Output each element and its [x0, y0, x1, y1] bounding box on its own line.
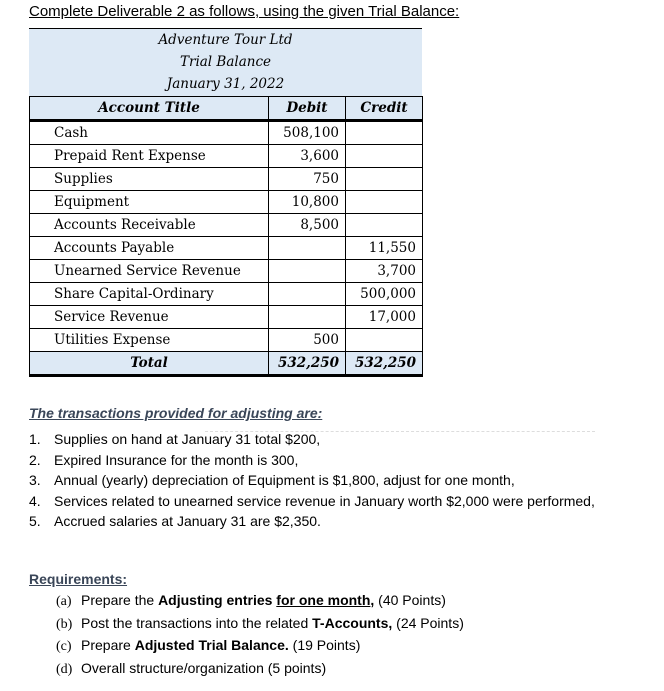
credit-cell: 500,000	[346, 283, 423, 306]
debit-cell: 3,600	[269, 145, 346, 168]
account-cell: Prepaid Rent Expense	[30, 145, 269, 168]
requirement-text: Overall structure/organization (5 points)	[81, 659, 327, 676]
requirement-text: Adjusted Trial Balance.	[134, 637, 289, 653]
debit-cell	[269, 237, 346, 260]
item-number: 4.	[29, 492, 41, 509]
item-number: 2.	[29, 451, 41, 468]
requirement-text: Adjusting entries	[158, 592, 277, 608]
table-row	[30, 260, 423, 283]
instruction-heading: Complete Deliverable 2 as follows, using the given Trial Balance:	[29, 3, 460, 20]
report-date: January 31, 2022	[166, 76, 285, 92]
requirement-item	[56, 658, 464, 681]
requirement-item	[56, 613, 464, 636]
table-row	[30, 283, 423, 306]
debit-cell	[269, 306, 346, 329]
table-row	[30, 237, 423, 260]
requirement-text: Prepare the	[81, 592, 159, 608]
table-row	[30, 191, 423, 214]
report-name: Trial Balance	[179, 54, 271, 70]
item-text: Annual (yearly) depreciation of Equipment is $1,800, adjust for one month,	[54, 472, 515, 488]
account-cell: Share Capital-Ordinary	[30, 283, 269, 306]
requirement-item	[56, 635, 464, 658]
requirement-text: Prepare	[81, 637, 135, 653]
account-cell: Equipment	[30, 191, 269, 214]
requirement-item	[56, 590, 464, 613]
debit-cell: 10,800	[269, 191, 346, 214]
total-label: Total	[30, 352, 269, 376]
credit-cell	[346, 145, 423, 168]
credit-cell	[346, 168, 423, 191]
column-header-account: Account Title	[30, 97, 269, 121]
item-number: 5.	[29, 513, 41, 529]
transaction-item	[29, 450, 619, 471]
item-text: Services related to unearned service revenue in January worth $2,000 were performed,	[54, 492, 595, 509]
transaction-item	[29, 511, 619, 532]
requirement-label: (b)	[56, 616, 73, 632]
requirement-label: (c)	[56, 639, 72, 654]
transaction-item	[29, 429, 619, 450]
account-cell: Cash	[30, 121, 269, 145]
requirement-label: (d)	[56, 661, 73, 677]
transactions-list	[29, 429, 619, 532]
requirement-text: T-Accounts,	[312, 614, 393, 631]
table-row	[30, 329, 423, 352]
debit-cell: 8,500	[269, 214, 346, 237]
item-number: 3.	[29, 472, 41, 488]
table-row	[30, 168, 423, 191]
trial-balance	[29, 28, 422, 377]
item-number: 1.	[29, 431, 41, 447]
requirement-text: for one month	[276, 592, 371, 608]
account-cell: Accounts Receivable	[30, 214, 269, 237]
credit-cell	[346, 214, 423, 237]
requirements-heading: Requirements:	[29, 571, 128, 587]
account-cell: Supplies	[30, 168, 269, 191]
table-row	[30, 306, 423, 329]
requirement-text: ,	[370, 592, 375, 608]
column-header-debit: Debit	[269, 97, 346, 121]
item-text: Expired Insurance for the month is 300,	[54, 451, 299, 468]
account-cell: Service Revenue	[30, 306, 269, 329]
total-credit: 532,250	[346, 352, 423, 376]
credit-cell: 11,550	[346, 237, 423, 260]
transaction-item	[29, 491, 619, 512]
table-row	[30, 214, 423, 237]
account-cell: Accounts Payable	[30, 237, 269, 260]
credit-cell: 3,700	[346, 260, 423, 283]
credit-cell	[346, 191, 423, 214]
table-row	[30, 121, 423, 145]
item-text: Supplies on hand at January 31 total $200,	[54, 431, 321, 447]
account-cell: Unearned Service Revenue	[30, 260, 269, 283]
table-row	[30, 145, 423, 168]
account-cell: Utilities Expense	[30, 329, 269, 352]
trial-balance-table	[29, 96, 423, 377]
credit-cell	[346, 121, 423, 145]
column-header-credit: Credit	[346, 97, 423, 121]
debit-cell: 508,100	[269, 121, 346, 145]
trial-balance-header	[29, 28, 422, 96]
requirements-list	[56, 590, 464, 680]
transaction-item	[29, 470, 619, 491]
item-text: Accrued salaries at January 31 are $2,350.	[54, 513, 321, 529]
total-row	[30, 352, 423, 376]
total-debit: 532,250	[269, 352, 346, 376]
credit-cell	[346, 329, 423, 352]
requirement-text: (24 Points)	[392, 614, 464, 631]
debit-cell: 500	[269, 329, 346, 352]
company-name: Adventure Tour Ltd	[158, 32, 293, 48]
credit-cell: 17,000	[346, 306, 423, 329]
transactions-heading: The transactions provided for adjusting are:	[29, 405, 323, 421]
debit-cell	[269, 283, 346, 306]
requirement-text: Post the transactions into the related	[81, 614, 313, 631]
requirement-label: (a)	[56, 594, 72, 609]
debit-cell: 750	[269, 168, 346, 191]
requirement-text: (40 Points)	[374, 592, 446, 608]
debit-cell	[269, 260, 346, 283]
requirement-text: (19 Points)	[288, 637, 361, 653]
